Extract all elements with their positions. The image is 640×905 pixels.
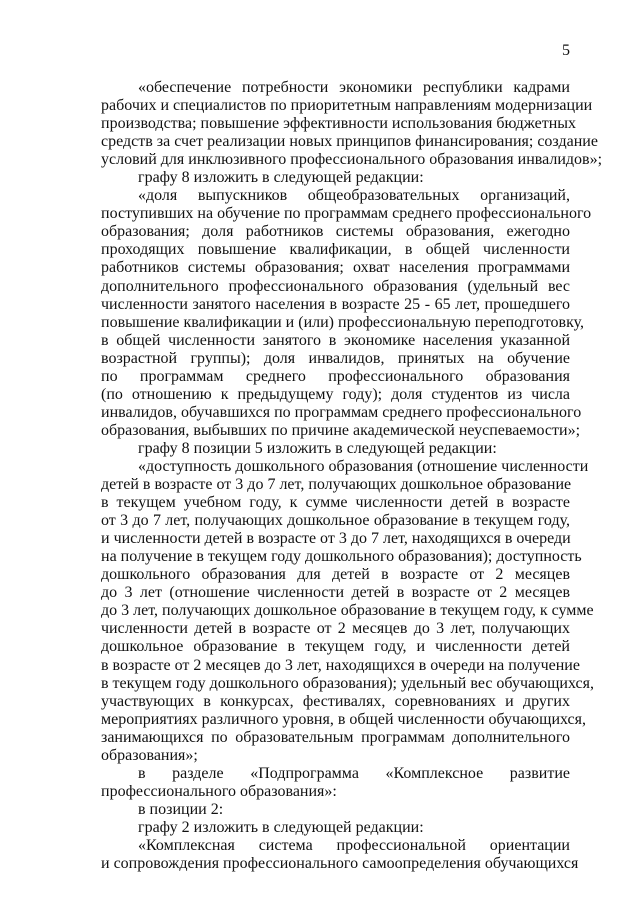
text-line: «доступность дошкольного образования (отношение численности	[138, 457, 589, 475]
text-line: в разделе «Подпрограмма «Комплексное развитие	[138, 764, 570, 782]
text-line: инвалидов, обучавшихся по программам среднего профессионального	[101, 403, 582, 421]
text-line: «обеспечение потребности экономики республики кадрами	[138, 79, 570, 96]
text-line: до 3 лет (отношение численности детей в возрасте от 2 месяцев	[101, 584, 570, 602]
text-line: «Комплексная система профессиональной ориентации	[138, 836, 570, 854]
text-line: и сопровождения профессионального самоопределения обучающихся	[101, 855, 579, 873]
text-line: образования; доля работников системы образования, ежегодно	[101, 223, 570, 241]
text-line: в возрасте от 2 месяцев до 3 лет, находящихся в очереди на получение	[101, 656, 580, 674]
text-line: численности занятого населения в возрасте 25 - 65 лет, прошедшего	[101, 295, 570, 313]
text-line: профессионального образования»:	[101, 782, 337, 800]
text-line: в текущем году дошкольного образования); удельный вес обучающихся,	[101, 674, 594, 692]
text-line: численности детей в возрасте от 2 месяцев до 3 лет, получающих	[101, 620, 570, 638]
text-line: средств за счет реализации новых принципов финансирования; создание	[101, 133, 598, 151]
text-line: участвующих в конкурсах, фестивалях, соревнованиях и других	[101, 692, 570, 710]
text-line: поступивших на обучение по программам среднего профессионального	[101, 205, 592, 223]
text-line: образования, выбывших по причине академической неуспеваемости»;	[101, 421, 581, 439]
text-line: и численности детей в возрасте от 3 до 7 лет, находящихся в очереди	[101, 530, 571, 548]
text-line: возрастной группы); доля инвалидов, принятых на обучение	[101, 349, 570, 367]
text-line: (по отношению к предыдущему году); доля студентов из числа	[101, 385, 570, 403]
text-line: дошкольное образование в текущем году, и численности детей	[101, 638, 570, 656]
page-number: 5	[562, 42, 570, 59]
text-line: до 3 лет, получающих дошкольное образование в текущем году, к сумме	[101, 602, 594, 620]
text-line: занимающихся по образовательным программам дополнительного	[101, 728, 570, 746]
text-line: от 3 до 7 лет, получающих дошкольное образование в текущем году,	[101, 512, 570, 530]
text-line: по программам среднего профессионального образования	[101, 367, 570, 385]
text-line: в общей численности занятого в экономике населения указанной	[101, 331, 570, 349]
text-line: повышение квалификации и (или) профессиональную переподготовку,	[101, 313, 585, 331]
text-line: дошкольного образования для детей в возрасте от 2 месяцев	[101, 566, 570, 584]
text-line: в позиции 2:	[138, 800, 224, 818]
text-line: «доля выпускников общеобразовательных организаций,	[138, 187, 570, 205]
text-line: графу 2 изложить в следующей редакции:	[138, 818, 424, 836]
text-line: условий для инклюзивного профессионального образования инвалидов»;	[101, 151, 603, 169]
text-line: проходящих повышение квалификации, в общей численности	[101, 241, 570, 259]
document-body	[101, 79, 603, 873]
text-line: в текущем учебном году, к сумме численности детей в возрасте	[101, 494, 570, 512]
text-line: работников системы образования; охват населения программами	[101, 259, 570, 277]
text-line: мероприятиях различного уровня, в общей численности обучающихся,	[101, 710, 587, 728]
text-line: графу 8 позиции 5 изложить в следующей редакции:	[138, 439, 497, 457]
text-line: графу 8 изложить в следующей редакции:	[138, 169, 424, 187]
text-line: детей в возрасте от 3 до 7 лет, получающих дошкольное образование	[101, 476, 572, 494]
text-line: на получение в текущем году дошкольного образования); доступность	[101, 548, 582, 566]
text-line: рабочих и специалистов по приоритетным направлениям модернизации	[101, 97, 593, 115]
text-line: образования»;	[101, 746, 198, 764]
text-line: производства; повышение эффективности использования бюджетных	[101, 115, 576, 133]
text-line: дополнительного профессионального образования (удельный вес	[101, 277, 570, 295]
